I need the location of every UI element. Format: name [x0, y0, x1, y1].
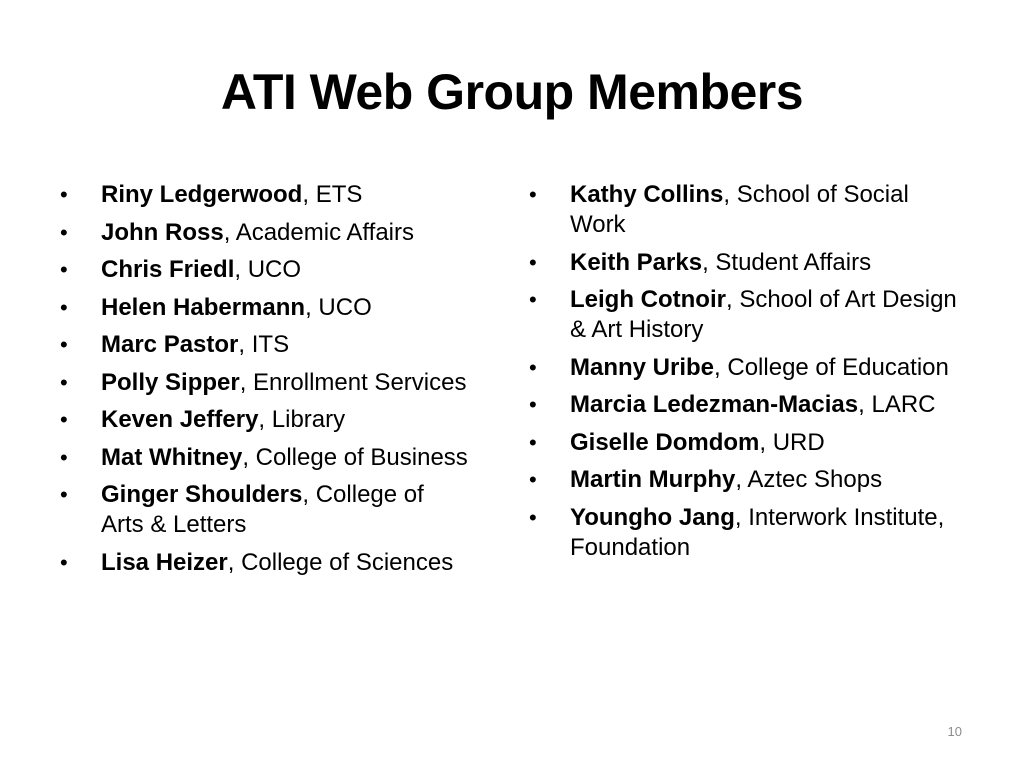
- member-name: Mat Whitney: [101, 443, 243, 471]
- member-affiliation: Enrollment Services: [253, 368, 467, 396]
- list-item: [529, 353, 959, 383]
- list-item: [60, 330, 470, 360]
- member-affiliation: URD: [772, 428, 825, 456]
- separator: ,: [238, 331, 246, 358]
- member-name: John Ross: [101, 218, 224, 246]
- member-affiliation: UCO: [318, 293, 372, 321]
- bullet-icon: •: [60, 369, 68, 395]
- separator: ,: [223, 218, 231, 246]
- bullet-icon: •: [529, 467, 537, 492]
- separator: ,: [302, 481, 310, 508]
- bullet-icon: •: [60, 219, 68, 245]
- bullet-icon: •: [529, 354, 537, 380]
- separator: ,: [858, 391, 865, 418]
- separator: ,: [258, 406, 266, 433]
- member-affiliation: UCO: [247, 256, 302, 283]
- member-name: Kathy Collins: [570, 181, 724, 208]
- bullet-icon: •: [529, 249, 537, 275]
- member-affiliation: Aztec Shops: [747, 466, 883, 493]
- member-affiliation: School of Art Design & Art History: [570, 286, 957, 343]
- list-item: [60, 293, 470, 323]
- list-item: [60, 548, 470, 578]
- member-name: Keith Parks: [570, 248, 703, 276]
- member-affiliation: College of Education: [727, 353, 949, 381]
- member-affiliation: Academic Affairs: [235, 218, 415, 246]
- list-item: [529, 503, 959, 563]
- member-name: Marc Pastor: [101, 331, 239, 358]
- list-item: [60, 405, 470, 435]
- bullet-icon: •: [529, 429, 537, 455]
- bullet-icon: •: [60, 444, 68, 470]
- member-affiliation: ETS: [315, 181, 363, 208]
- separator: ,: [723, 181, 731, 208]
- member-name: Polly Sipper: [101, 368, 240, 396]
- members-list-left: [60, 180, 470, 585]
- member-name: Ginger Shoulders: [101, 481, 303, 508]
- member-name: Chris Friedl: [101, 256, 235, 283]
- list-item: [529, 248, 959, 278]
- member-name: Lisa Heizer: [101, 548, 228, 576]
- member-affiliation: School of Social Work: [570, 181, 909, 238]
- list-item: [529, 465, 959, 495]
- separator: ,: [702, 248, 709, 276]
- page-number: 10: [947, 724, 962, 739]
- list-item: [529, 285, 959, 345]
- separator: ,: [302, 181, 310, 208]
- member-affiliation: Student Affairs: [715, 248, 872, 276]
- member-name: Leigh Cotnoir: [570, 286, 726, 313]
- list-item: [60, 255, 470, 285]
- separator: ,: [305, 293, 312, 321]
- separator: ,: [735, 466, 742, 493]
- separator: ,: [725, 286, 733, 313]
- bullet-icon: •: [529, 392, 537, 417]
- bullet-icon: •: [60, 182, 68, 207]
- list-item: [60, 180, 470, 210]
- bullet-icon: •: [60, 482, 68, 507]
- member-name: Keven Jeffery: [101, 406, 259, 433]
- bullet-icon: •: [60, 332, 68, 357]
- separator: ,: [227, 548, 235, 576]
- separator: ,: [239, 368, 247, 396]
- members-list-right: [529, 180, 959, 570]
- separator: ,: [734, 503, 742, 531]
- list-item: [60, 480, 470, 540]
- list-item: [60, 218, 470, 248]
- member-affiliation: LARC: [871, 391, 936, 418]
- bullet-icon: •: [60, 257, 68, 282]
- member-name: Marcia Ledezman-Macias: [570, 391, 859, 418]
- member-name: Manny Uribe: [570, 353, 715, 381]
- member-name: Helen Habermann: [101, 293, 306, 321]
- bullet-icon: •: [60, 407, 68, 432]
- bullet-icon: •: [60, 549, 68, 575]
- member-affiliation: College of Business: [255, 443, 468, 471]
- member-affiliation: Library: [271, 406, 346, 433]
- separator: ,: [234, 256, 242, 283]
- member-affiliation: ITS: [251, 331, 290, 358]
- member-name: Martin Murphy: [570, 466, 736, 493]
- bullet-icon: •: [529, 182, 537, 207]
- separator: ,: [242, 443, 249, 471]
- list-item: [529, 428, 959, 458]
- slide-title: ATI Web Group Members: [220, 64, 804, 120]
- member-affiliation: Interwork Institute, Foundation: [570, 503, 945, 561]
- member-affiliation: College of Sciences: [241, 548, 454, 576]
- bullet-icon: •: [60, 294, 68, 320]
- member-affiliation: College of Arts & Letters: [101, 481, 424, 538]
- bullet-icon: •: [529, 287, 537, 312]
- bullet-icon: •: [529, 504, 537, 530]
- member-name: Riny Ledgerwood: [101, 181, 303, 208]
- list-item: [60, 368, 470, 398]
- list-item: [60, 443, 470, 473]
- separator: ,: [714, 353, 721, 381]
- separator: ,: [759, 428, 767, 456]
- member-name: Giselle Domdom: [570, 428, 760, 456]
- member-name: Youngho Jang: [570, 503, 735, 531]
- list-item: [529, 180, 959, 240]
- list-item: [529, 390, 959, 420]
